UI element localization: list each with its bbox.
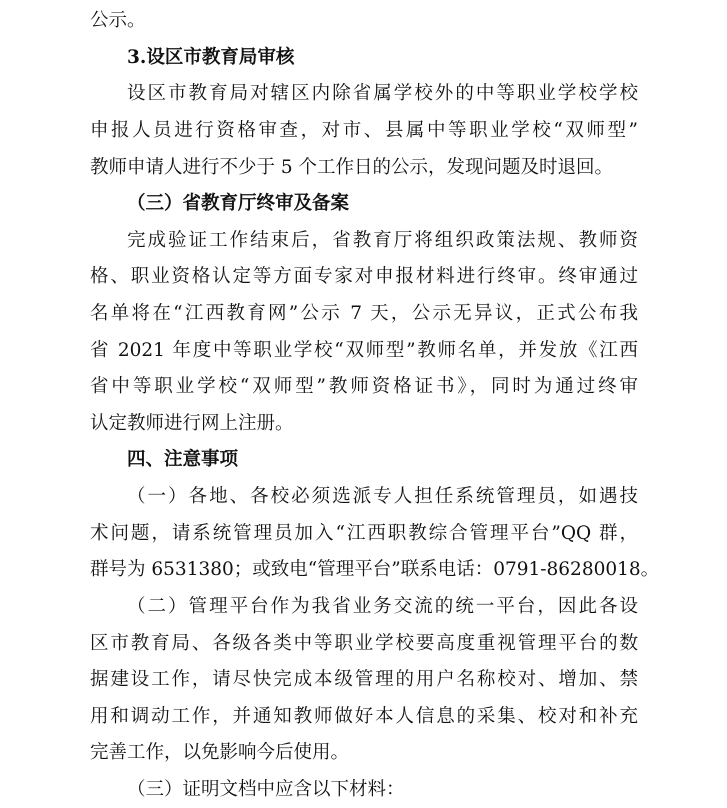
subsection-heading-final-review: （三）省教育厅终审及备案 [127,193,350,215]
paragraph-line: 群号为 6531380；或致电“管理平台”联系电话：0791-86280018。 [90,559,660,581]
subsection-heading-city-review: 3.设区市教育局审核 [127,46,295,68]
paragraph-line: 完善工作，以免影响今后使用。 [90,742,350,764]
paragraph-line: 认定教师进行网上注册。 [90,412,294,434]
paragraph-line: 教师申请人进行不少于 5 个工作日的公示，发现问题及时退回。 [90,156,614,178]
paragraph-line: 名单将在“江西教育网”公示 7 天，公示无异议，正式公布我 [90,303,638,324]
paragraph-line: （三）证明文档中应含以下材料： [127,779,405,800]
paragraph-line: （一）各地、各校必须选派专人担任系统管理员，如遇技 [127,486,638,507]
text-line-continuation: 公示。 [90,10,146,31]
paragraph-line: 省中等职业学校“双师型”教师资格证书》，同时为通过终审 [90,376,638,398]
paragraph-line: 完成验证工作结束后，省教育厅将组织政策法规、教师资 [127,229,638,251]
section-heading-notes: 四、注意事项 [127,449,239,471]
paragraph-line: 用和调动工作，并通知教师做好本人信息的采集、校对和补充 [90,705,638,727]
paragraph-line: 申报人员进行资格审查，对市、县属中等职业学校“双师型” [90,119,638,141]
paragraph-line: 区市教育局、各级各类中等职业学校要高度重视管理平台的数 [90,632,638,654]
paragraph-line: 设区市教育局对辖区内除省属学校外的中等职业学校学校 [127,83,638,105]
paragraph-line: 省 2021 年度中等职业学校“双师型”教师名单，并发放《江西 [90,339,638,361]
paragraph-line: 格、职业资格认定等方面专家对申报材料进行终审。终审通过 [90,266,638,288]
paragraph-line: 术问题，请系统管理员加入“江西职教综合管理平台”QQ 群， [90,522,638,544]
paragraph-line: 据建设工作，请尽快完成本级管理的用户名称校对、增加、禁 [90,669,638,691]
paragraph-line: （二）管理平台作为我省业务交流的统一平台，因此各设 [127,595,638,617]
